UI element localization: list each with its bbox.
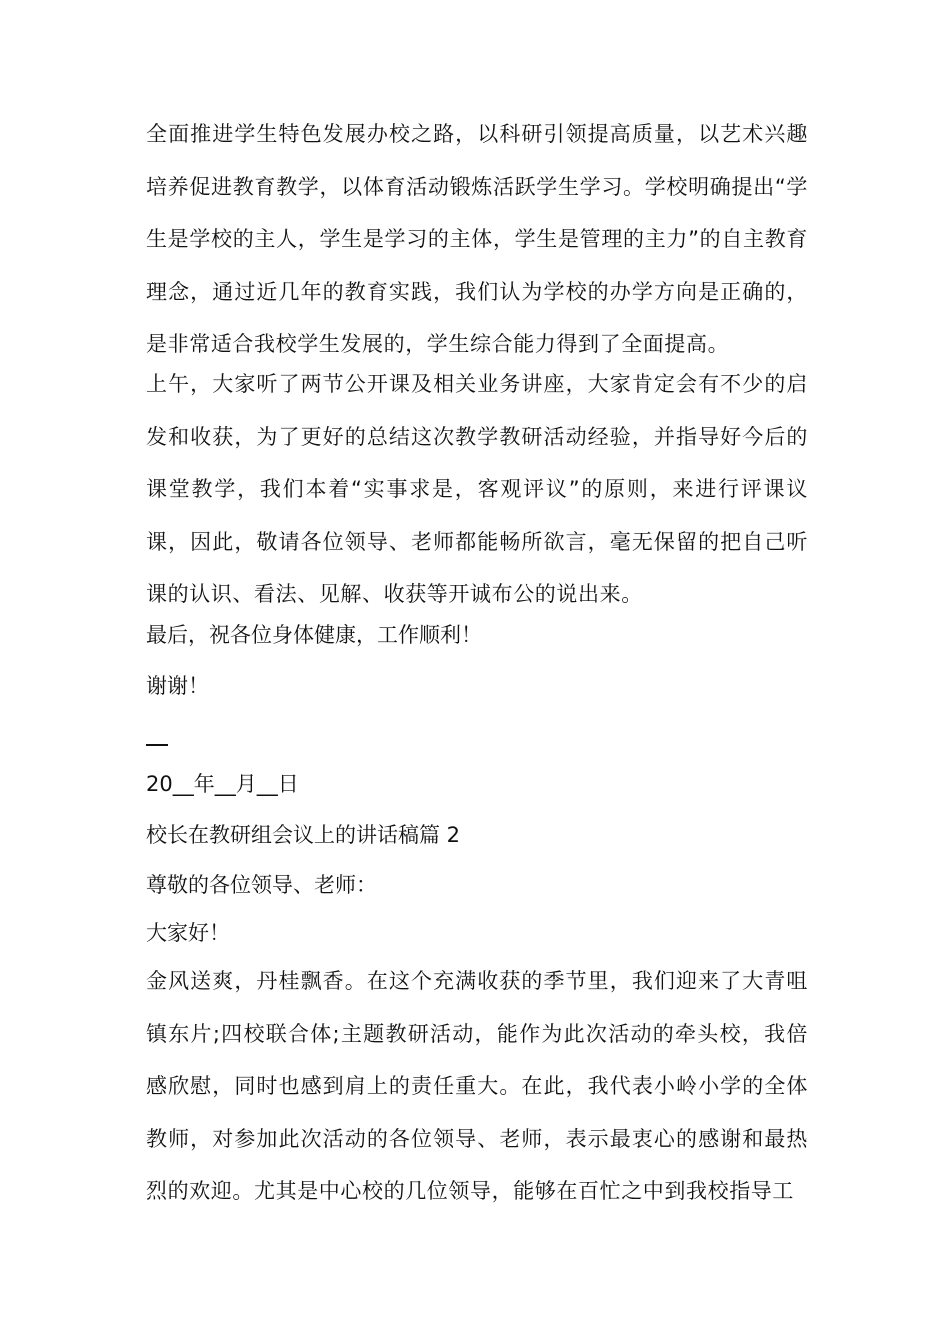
signature-dash <box>146 744 168 746</box>
paragraph-welcome: 金风送爽，丹桂飘香。在这个充满收获的季节里，我们迎来了大青咀镇东片;四校联合体;主题教研活动，能作为此次活动的牵头校，我倍感欣慰，同时也感到肩上的责任重大。在此，我代表小岭小学的全体教师，对参加此次活动的各位领导、老师，表示最衷心的感谢和最热烈的欢迎。尤其是中心校的几位领导，能够在百忙之中到我校指导工 <box>146 969 808 1203</box>
paragraph-lesson-review: 上午，大家听了两节公开课及相关业务讲座，大家肯定会有不少的启发和收获，为了更好的总结这次教学教研活动经验，并指导好今后的课堂教学，我们本着“实事求是，客观评议”的原则，来进行评课议课，因此，敬请各位领导、老师都能畅所欲言，毫无保留的把自己听课的认识、看法、见解、收获等开诚布公的说出来。 <box>146 372 808 606</box>
thanks-line: 谢谢！ <box>146 674 209 698</box>
section-title: 校长在教研组会议上的讲话稿篇 2 <box>146 823 461 847</box>
greeting: 大家好！ <box>146 921 230 945</box>
salutation: 尊敬的各位领导、老师： <box>146 873 377 897</box>
paragraph-school-philosophy: 全面推进学生特色发展办校之路，以科研引领提高质量，以艺术兴趣培养促进教育教学，以体育活动锻炼活跃学生学习。学校明确提出“学生是学校的主人，学生是学习的主体，学生是管理的主力”的自主教育理念，通过近几年的教育实践，我们认为学校的办学方向是正确的，是非常适合我校学生发展的，学生综合能力得到了全面提高。 <box>146 122 808 356</box>
date-line: 20__年__月__日 <box>146 772 299 796</box>
closing-wish: 最后，祝各位身体健康，工作顺利！ <box>146 623 482 647</box>
